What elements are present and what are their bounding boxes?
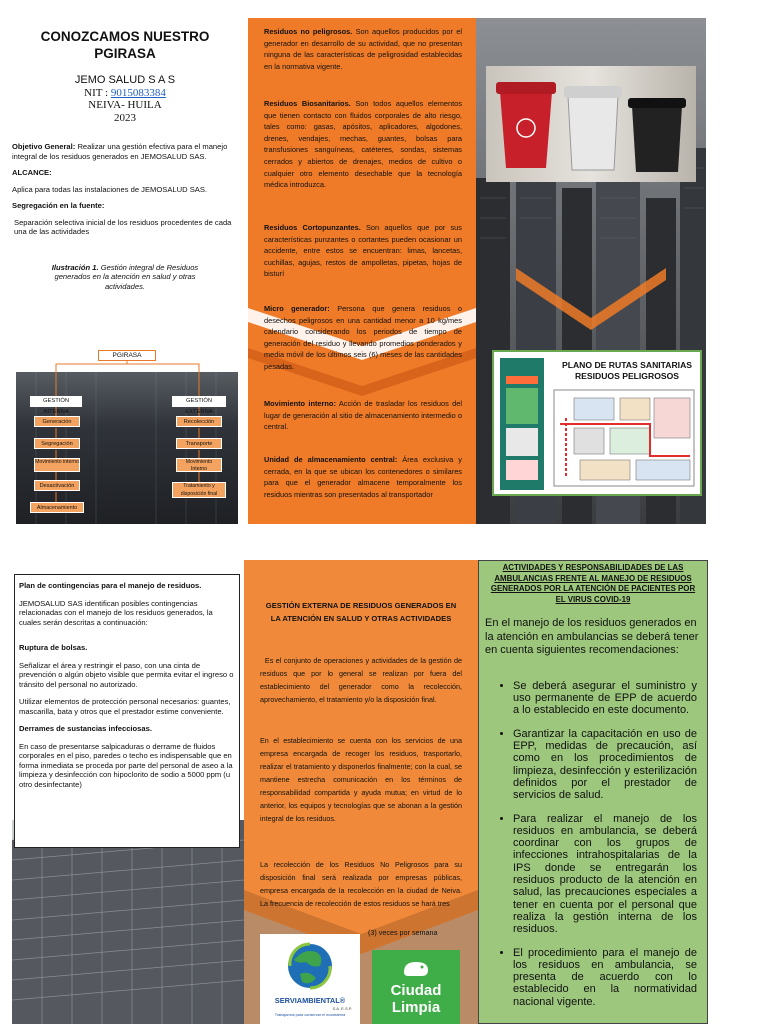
spill-title: Derrames de sustancias infecciosas. [19,724,152,733]
def-label: Movimiento interno: [264,399,336,408]
collection-frequency: (3) veces por semana [368,928,438,937]
ambulance-recommendations [483,680,697,1008]
external-management-p1 [260,654,462,706]
def-label: Unidad de almacenamiento central: [264,455,398,464]
nit-line [12,87,238,100]
diagram-node: Movimiento Interno [176,458,222,472]
diagram-node: Generación [34,416,80,427]
panel-external-management [244,560,478,1024]
def-micro-generator [264,303,462,373]
nit-link[interactable]: 9015083384 [110,86,166,99]
def-text: Son todos aquellos elementos que tienen contacto con fluidos corporales de alto riesgo, tales como: gasas, apósitos, aplicadores, algodones, drenes, vendajes, mechas, guantes, bolsas para transfusiones sanguíneas, catéteres, sondas, sistemas cerrados y abiertos de drenajes, medios de cultivo o cualquier otro elemento desechable que la tecnología médica introduzca. [264,99,462,190]
map-title [552,360,702,382]
diagram-node: Transporte [176,438,222,449]
def-text: Persona que genera residuos o desechos peligrosos en una cantidad menor a 10 kg/mes calendario considerando los periodos de tiempo de generación del residuo y llevando promedios ponderados y media móvil de los últimos seis (6) meses de las cantidades pesadas. [264,304,462,371]
contingency-box [14,574,240,848]
def-biosanitary [264,98,462,191]
year: 2023 [114,111,136,124]
external-management-p3: La recolección de los Residuos No Peligrosos para su disposición final será realizada por empresas públicas, empresa encargada de la recolección en la ciudad de Neiva. La frecuencia de recolección de estos residuos se hará tres [260,860,462,908]
panel-images [476,18,706,524]
scope-label: ALCANCE: [12,168,52,177]
recommendation-item: • Se deberá asegurar el suministro y uso permanente de EPP de acuerdo a lo establecido en este documento. [513,680,697,717]
illustration-label: Ilustración 1. [51,262,99,272]
serviambiental-tagline: Trabajamos para conservar el ecosistema [274,1013,346,1017]
illustration-caption-block [42,263,208,292]
serviambiental-name: SERVIAMBIENTAL® [274,996,346,1005]
building-photo [12,820,244,1024]
serviambiental-sub: S.A. E.S.P. [332,1006,352,1011]
external-management-title: GESTIÓN EXTERNA DE RESIDUOS GENERADOS EN LA ATENCIÓN EN SALUD Y OTRAS ACTIVIDADES [265,601,457,623]
def-label: Residuos Cortopunzantes. [264,223,361,232]
panel-intro [12,14,238,524]
brochure-title [12,28,238,62]
contingency-title: Plan de contingencias para el manejo de residuos. [19,581,202,590]
segregation-text: Separación selectiva inicial de los residuos procedentes de cada una de las actividades [14,217,232,236]
def-text: Acción de trasladar los residuos del lugar de generación al sitio de almacenamiento intermedio o central. [264,399,462,432]
ambulance-intro: En el manejo de los residuos generados en la atención en ambulancias se deberá tener en cuenta siguientes recomendaciones: [485,617,699,657]
bag-rupture-ppe-text: Utilizar elementos de protección personal necesarios: guantes, mascarilla, bata y otros que el prestador estime conveniente. [19,697,231,716]
illustration-caption: Gestión integral de Residuos generados en la atención en salud y otras actividades. [54,262,199,291]
def-storage-unit [264,454,462,500]
ciudad-limpia-line-1: Ciudad [390,982,442,999]
def-text: Son aquellos que por sus características punzantes o cortantes pueden ocasionar un accidente, entre estos se encuentran: limas, lancetas, cuchillas, agujas, restos de ampolletas, pipetas, hojas de bisturí [264,223,462,279]
contingency-intro: JEMOSALUD SAS identifican posibles contingencias relacionadas con el manejo de los residuos generados, la cuales serán descritas a continuación: [19,598,213,627]
def-text: Área exclusiva y cerrada, en la que se ubican los contenedores o similares para que el generador almacene temporalmente los residuos mientras son presentados al transportador [264,455,462,499]
waste-bins-photo [486,66,696,182]
building-illustration [12,820,244,1024]
floor-plan-icon [550,388,700,492]
objective [12,142,238,161]
def-label: Residuos no peligrosos. [264,27,353,36]
external-management-p2: En el establecimiento se cuenta con los servicios de una empresa encargada de recoger los residuos, trasportarlo, realizar el tratamiento y disponerlos finalmente; con la cual, se mantiene estrecha comunicación en los términos de responsabilidad compartida y ayuda mutua; en virtud de lo anterior, los equipos y tecnologías que se abonan a la gestión integral de los residuos. [260,736,462,823]
pgirasa-diagram [16,346,238,524]
objective-label: Objetivo General: [12,142,76,151]
bag-rupture-text: Señalizar el área y restringir el paso, con una cinta de prevención o algún objeto visible que permita evitar el ingreso o tránsito del personal no autorizado. [19,660,234,689]
ciudad-limpia-line-2: Limpia [391,999,441,1016]
sanitary-routes-map [492,350,702,496]
nit-label: NIT : [84,86,111,99]
serviambiental-wordmark: SERVIAMBIENTAL [274,996,340,1005]
diagram-node: Recolección [176,416,222,427]
diagram-node: Almacenamiento [30,502,84,513]
spill-text: En caso de presentarse salpicaduras o derrame de fluidos corporales en el piso, paredes o techo es indispensable que en forma inmediata se proceda por parte del personal de aseo a la limpieza y desinfección con hipoclorito de sodio a 5000 ppm (u otro desinfectante) [19,741,233,789]
company-name: JEMO SALUD S A S [74,74,176,86]
map-title-line-1: PLANO DE RUTAS SANITARIAS [561,360,693,370]
serviambiental-logo [260,934,360,1024]
diagram-internal-header: GESTIÓN INTERNA [30,396,82,407]
diagram-node: Movimiento interno [34,458,80,472]
def-text: Son aquellos producidos por el generador en desarrollo de su actividad, que no presentan ninguna de las características de peligrosidad establecidas en la normativa vigente. [264,27,463,71]
segregation-label: Segregación en la fuente: [12,201,105,210]
def-label: Micro generador: [264,304,330,313]
def-internal-movement [264,398,462,433]
location: NEIVA- HUILA [88,99,162,111]
bag-rupture-title: Ruptura de bolsas. [19,643,88,652]
def-non-hazardous [264,26,462,72]
p1-text: Es el conjunto de operaciones y actividades de la gestión de residuos que por lo general se realizan por fuera del establecimiento del generador como la recolección, aprovechamiento, el tratamiento y/o la disposición final. [260,656,463,704]
title-line-1: CONOZCAMOS NUESTRO [40,29,210,44]
diagram-node: Tratamiento y disposición final [172,482,226,498]
def-sharps [264,222,462,280]
ambulance-title: ACTIVIDADES Y RESPONSABILIDADES DE LAS AMBULANCIAS FRENTE AL MANEJO DE RESIDUOS GENERADOS POR LA ATENCIÓN DE PACIENTES POR EL VIRUS COVID-19 [490,563,696,604]
diagram-root-node: PGIRASA [98,350,156,361]
diagram-node: Desactivación [34,480,80,491]
diagram-external-header: GESTIÓN EXTERNA [172,396,226,407]
scope-text: Aplica para todas las instalaciones de JEMOSALUD SAS. [12,184,208,194]
objective-text: Realizar una gestión efectiva para el manejo integral de los residuos generados en JEMOSALUD SAS. [12,142,228,161]
ciudad-limpia-text [372,982,460,1016]
waste-bins-illustration [486,66,696,182]
map-title-line-2: RESIDUOS PELIGROSOS [574,371,680,381]
panel-definitions [248,18,476,524]
globe-recycle-icon [286,938,334,994]
panel-ambulance [478,560,708,1024]
recommendation-item: • El procedimiento para el manejo de los residuos en ambulancia, se presenta de acuerdo con lo establecido en la normatividad nacional vigente. [513,947,697,1008]
map-legend [500,358,544,490]
def-label: Residuos Biosanitarios. [264,99,351,108]
ciudad-limpia-logo [372,950,460,1024]
diagram-node: Segregación [34,438,80,449]
recommendation-item: • Garantizar la capacitación en uso de EPP, medidas de precaución, así como en los procedimientos de limpieza, desinfección y esterilización definidos por el prestador de servicios de salud. [513,728,697,802]
title-line-2: PGIRASA [94,46,156,61]
hippo-icon [402,960,430,978]
recommendation-item: • Para realizar el manejo de los residuos en ambulancia, se deberá coordinar con los grupos de infecciones intrahospitalarias de la IPS donde se entregarán los residuos producto de la atención en salud, las precauciones especiales a tener en cuenta por el personal que realiza la gestión interna de los residuos. [513,813,697,936]
